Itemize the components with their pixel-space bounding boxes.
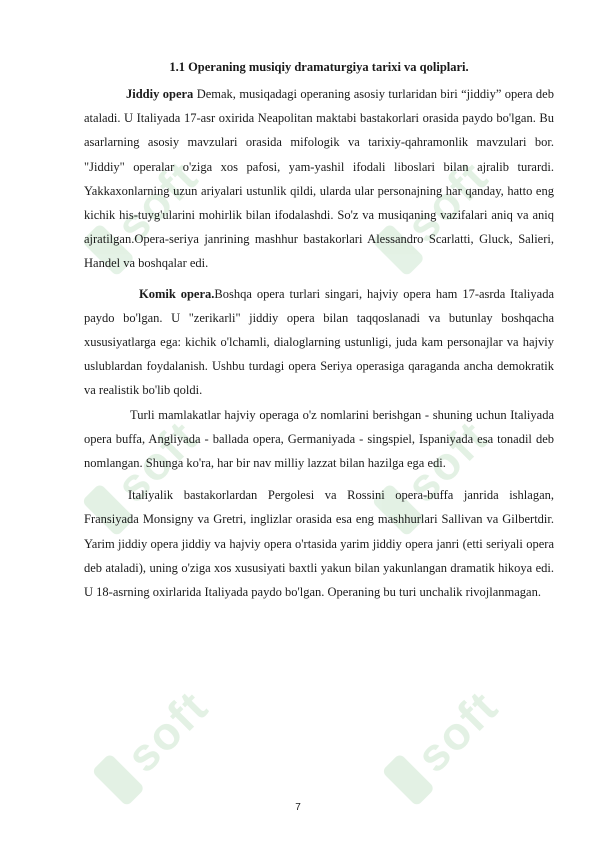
page-content: [84, 58, 554, 604]
watermark: soft: [80, 409, 209, 538]
paragraph-national-names: [84, 403, 554, 476]
section-heading: 1.1 Operaning musiqiy dramaturgiya tarixi va qoliplari.: [169, 60, 469, 74]
publisher-logo-icon: [381, 753, 435, 807]
paragraph-composers: [84, 483, 554, 604]
paragraph-lead: Komik opera.: [139, 286, 215, 301]
publisher-logo-icon: [91, 753, 145, 807]
paragraph-body: Turli mamlakatlar hajviy operaga o'z nomlarini berishgan - shuning uchun Italiyada opera buffa, Angliyada - ballada opera, Germaniyada - singspiel, Ispaniyada esa tonadil deb nomlangan. Shunga ko'ra, har bir nav milliy lazzat bilan hazilga ega edi.: [84, 407, 554, 471]
watermark: soft: [370, 409, 499, 538]
page-number: 7: [295, 802, 301, 813]
paragraph-comic-opera: [84, 282, 554, 403]
paragraph-body: Boshqa opera turlari singari, hajviy opera ham 17-asrda Italiyada paydo bo'lgan. U "zerikarli" jiddiy opera bilan taqqoslanadi va butunlay boshqacha xususiyatlarga ega: kichik o'lchamli, dialoglarning ustunligi, juda kam personajlar va hajviy uslublardan foydalanish. Ushbu turdagi opera Seriya operasiga qaraganda ancha demokratik va realistik bo'lib qoldi.: [84, 286, 554, 398]
paragraph-body: Italiyalik bastakorlardan Pergolesi va Rossini opera-buffa janrida ishlagan, Fransiyada Monsigny va Gretri, inglizlar orasida esa eng mashhurlari Sallivan va Gilbertdir. Yarim jiddiy opera jiddiy va hajviy opera o'rtasida yarim jiddiy opera janri (etti seriyali opera deb ataladi), uning o'ziga xos xususiyati baxtli yakun bilan yakunlangan dramatik hikoya edi. U 18-asrning oxirlarida Italiyada paydo bo'lgan. Operaning bu turi unchalik rivojlanmagan.: [84, 488, 554, 600]
paragraph-serious-opera: [84, 82, 554, 276]
paragraph-lead: Jiddiy opera: [126, 87, 194, 101]
watermark: soft: [90, 679, 219, 808]
watermark: soft: [80, 149, 209, 278]
watermark: soft: [370, 149, 499, 278]
paragraph-body: Demak, musiqadagi operaning asosiy turlaridan biri “jiddiy” opera deb ataladi. U Italiyada 17-asr oxirida Neapolitan maktabi bastakorlari orasida paydo bo'lgan. Bu asarlarning asosiy mavzulari orasida mifologik va tarixiy-qahramonlik mavzulari bor. "Jiddiy" operalar o'ziga xos pafosi, yam-yashil ifodali liboslari bilan ajralib turardi. Yakkaxonlarning uzun ariyalari ustunlik qildi, ularda ular personajning har qanday, hatto eng kichik his-tuyg'ularini mohirlik bilan ifodalashdi. So'z va musiqaning vazifalari aniq va aniq ajratilgan.Opera-seriya janrining mashhur bastakorlari Alessandro Scarlatti, Gluck, Salieri, Handel va boshqalar edi.: [84, 87, 554, 271]
watermark: soft: [380, 679, 509, 808]
